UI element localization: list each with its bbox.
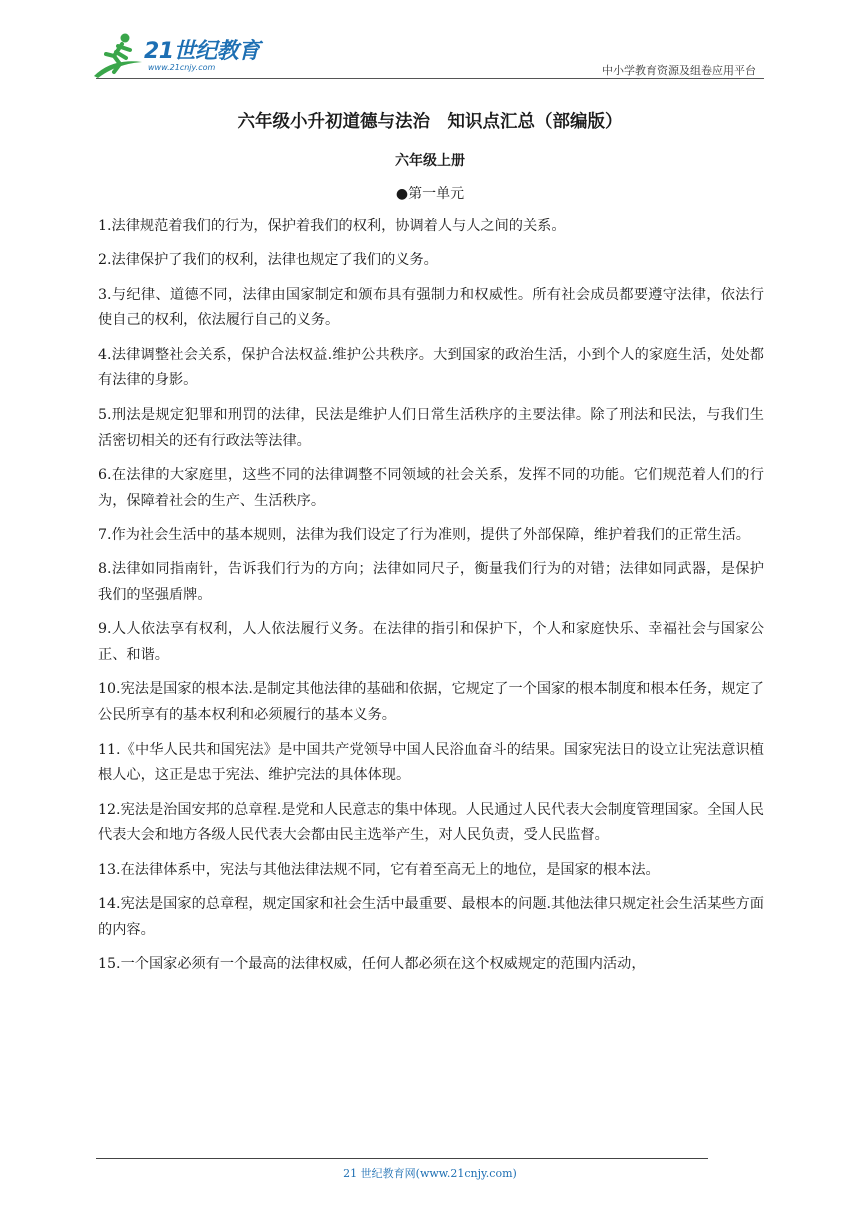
platform-name: 中小学教育资源及组卷应用平台 — [602, 64, 756, 77]
page-footer[interactable]: 21 世纪教育网(www.21cnjy.com) — [343, 1167, 517, 1180]
list-item: 11.《中华人民共和国宪法》是中国共产党领导中国人民浴血奋斗的结果。国家宪法日的设立让宪法意识植根人心，这正是忠于宪法、维护完法的具体体现。 — [98, 741, 764, 784]
grade-subtitle: 六年级上册 — [395, 153, 465, 169]
list-item: 14.宪法是国家的总章程，规定国家和社会生活中最重要、最根本的问题.其他法律只规定社会生活某些方面的内容。 — [98, 896, 764, 938]
logo-text: 21世纪教育 — [144, 39, 260, 64]
list-item: 8.法律如同指南针，告诉我们行为的方向；法律如同尺子，衡量我们行为的对错；法律如同武器，是保护我们的坚强盾牌。 — [98, 561, 764, 604]
list-item: 12.宪法是治国安邦的总章程.是党和人民意志的集中体现。人民通过人民代表大会制度管理国家。全国人民代表大会和地方各级人民代表大会都由民主选举产生，对人民负责，受人民监督。 — [98, 801, 764, 844]
list-item: 10.宪法是国家的根本法.是制定其他法律的基础和依据，它规定了一个国家的根本制度和根本任务，规定了公民所享有的基本权利和必须履行的基本义务。 — [98, 681, 764, 724]
list-item: 2.法律保护了我们的权利，法律也规定了我们的义务。 — [98, 252, 438, 269]
knowledge-list — [98, 214, 764, 986]
list-item: 3.与纪律、道德不同，法律由国家制定和颁布具有强制力和权威性。所有社会成员都要遵守法律，依法行使自己的权利，依法履行自己的义务。 — [98, 286, 764, 329]
list-item: 6.在法律的大家庭里，这些不同的法律调整不同领域的社会关系，发挥不同的功能。它们规范着人们的行为，保障着社会的生产、生活秩序。 — [98, 466, 764, 509]
header-divider — [96, 78, 764, 79]
list-item: 13.在法律体系中，宪法与其他法律法规不同，它有着至高无上的地位，是国家的根本法。 — [98, 861, 660, 878]
list-item: 15.一个国家必须有一个最高的法律权威，任何人都必须在这个权威规定的范围内活动， — [98, 956, 646, 973]
list-item: 4.法律调整社会关系，保护合法权益.维护公共秩序。大到国家的政治生活，小到个人的家庭生活，处处都有法律的身影。 — [98, 346, 764, 389]
unit-heading: ●第一单元 — [395, 186, 465, 202]
page-header — [0, 0, 860, 80]
footer-divider — [96, 1158, 708, 1159]
page-title: 六年级小升初道德与法治 知识点汇总（部编版） — [237, 112, 623, 132]
list-item: 5.刑法是规定犯罪和刑罚的法律，民法是维护人们日常生活秩序的主要法律。除了刑法和民法，与我们生活密切相关的还有行政法等法律。 — [98, 406, 764, 449]
list-item: 9.人人依法享有权利，人人依法履行义务。在法律的指引和保护下，个人和家庭快乐、幸福社会与国家公正、和谐。 — [98, 621, 764, 664]
runner-icon — [92, 32, 146, 78]
logo-url: www.21cnjy.com — [148, 63, 216, 72]
site-logo[interactable] — [92, 32, 262, 80]
list-item: 7.作为社会生活中的基本规则，法律为我们设定了行为准则，提供了外部保障，维护着我们的正常生活。 — [98, 526, 750, 543]
list-item: 1.法律规范着我们的行为，保护着我们的权利，协调着人与人之间的关系。 — [98, 218, 566, 234]
